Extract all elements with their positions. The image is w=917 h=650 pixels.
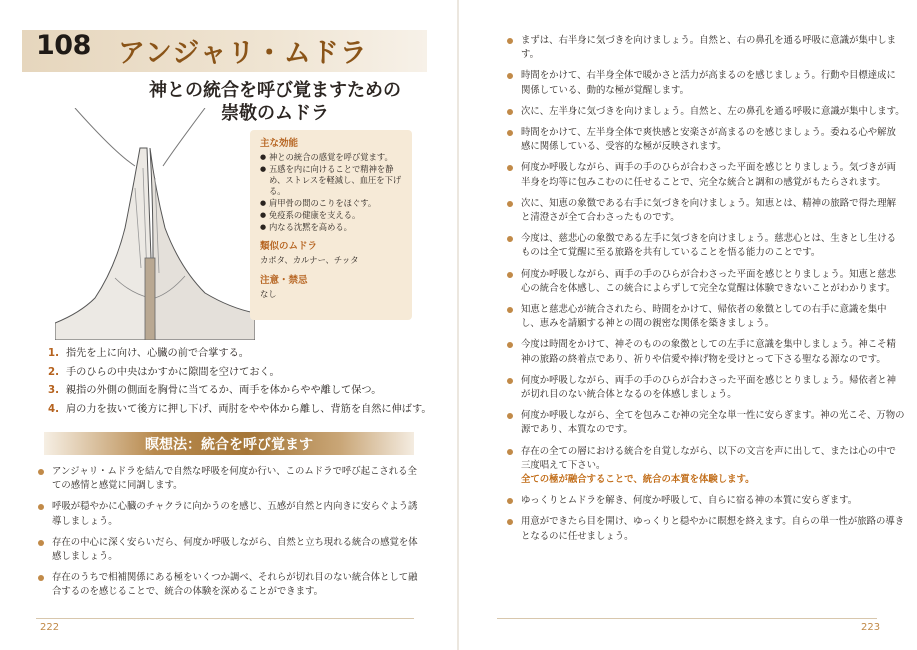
meditation-list-continued [505,34,905,551]
left-page [0,0,458,650]
benefits-box [250,130,412,320]
footer-rule [36,618,414,619]
list-item: 時間をかけて、右半身全体で暖かさと活力が高まるのを感じましょう。行動や目標達成に関係している、動的な極が覚醒します。 [505,69,905,97]
affirmation-instruction: 存在の全ての層における統合を自覚しながら、以下の文言を声に出して、または心の中で三度唱えて下さい。 [521,445,896,471]
caution-text: なし [260,289,277,299]
benefit-item: ● 免疫系の健康を支える。 [260,210,406,221]
benefit-item: ● 神との統合の感覚を呼び覚ます。 [260,152,406,163]
subtitle-line-1: 神との統合を呼び覚ますための [149,80,401,101]
benefits-heading: 主な効能 [260,138,299,149]
list-item: 何度か呼吸しながら、両手の手のひらが合わさった平面を感じとりましょう。気づきが両半身を均等に包みこむのに任せることで、完全な統合と調和の感覚がもたらされます。 [505,161,905,189]
benefit-item: ● 五感を内に向けることで精神を静め、ストレスを軽減し、血圧を下げる。 [260,164,406,197]
list-item: まずは、右半身に気づきを向けましょう。自然と、右の鼻孔を通る呼吸に意識が集中します。 [505,34,905,62]
caution-heading: 注意・禁忌 [260,275,308,286]
list-item: 時間をかけて、左半身全体で爽快感と安楽さが高まるのを感じましょう。委ねる心や解放感に関係している、受容的な極が反映されます。 [505,126,905,154]
step-number: 4. [48,403,59,415]
right-page [459,0,917,650]
step-row [48,364,448,383]
list-item: 存在のうちで相補関係にある極をいくつか調べ、それらが切れ目のない統合体として融合するのを感じることで、統合の体験を深めることができます。 [36,571,422,599]
benefit-item: ● 内なる沈黙を高める。 [260,222,406,233]
page-number-left: 222 [40,622,60,633]
list-item: 次に、左半身に気づきを向けましょう。自然と、左の鼻孔を通る呼吸に意識が集中します。 [505,105,905,119]
step-text: 肩の力を抜いて後方に押し下げ、両肘をやや体から離し、背筋を自然に伸ばす。 [66,403,432,415]
step-number: 3. [48,385,59,396]
step-row [48,382,448,401]
page-number-right: 223 [861,622,881,633]
list-item: 存在の中心に深く安らいだら、何度か呼吸しながら、自然と立ち現れる統合の感覚を体感しましょう。 [36,536,422,564]
list-item: 用意ができたら目を開け、ゆっくりと穏やかに瞑想を終えます。自らの単一性が旅路の導きとなるのに任せましょう。 [505,515,905,543]
meditation-list [36,465,422,607]
step-row [48,401,448,420]
list-item: 何度か呼吸しながら、両手の手のひらが合わさった平面を感じとりましょう。帰依者と神が切れ目のない統合体となるのを体感しましょう。 [505,374,905,402]
mudra-number: 108 [36,30,91,61]
list-item-affirmation [505,445,905,488]
benefit-item: ● 肩甲骨の間のこりをほぐす。 [260,198,406,209]
list-item: 呼吸が穏やかに心臓のチャクラに向かうのを感じ、五感が自然と内向きに安らぐよう誘導しましょう。 [36,500,422,528]
list-item: 何度か呼吸しながら、両手の手のひらが合わさった平面を感じとりましょう。知恵と慈悲心の統合を体感し、この統合によらずして完全な覚醒は体験できないことがわかります。 [505,268,905,296]
meditation-banner [44,432,414,455]
benefits-list [260,152,406,233]
step-text: 指先を上に向け、心臓の前で合掌する。 [66,348,249,359]
step-text: 手のひらの中央はかすかに隙間を空けておく。 [66,366,280,378]
list-item: ゆっくりとムドラを解き、何度か呼吸して、自らに宿る神の本質に安らぎます。 [505,494,905,508]
affirmation-highlight: 全ての極が融合することで、統合の本質を体験します。 [521,474,755,486]
list-item: 次に、知恵の象徴である右手に気づきを向けましょう。知恵とは、精神の旅路で得た理解と清澄さが全て合わさったものです。 [505,197,905,225]
subtitle-line-2: 崇敬のムドラ [221,103,329,124]
step-number: 2. [48,366,59,378]
similar-heading: 類似のムドラ [260,241,318,252]
meditation-title: 瞑想法：統合を呼び覚ます [145,437,313,453]
list-item: アンジャリ・ムドラを結んで自然な呼吸を何度か行い、このムドラで呼び起こされる全ての感情と感覚に同調します。 [36,465,422,493]
anjali-hands-illustration [55,108,255,340]
similar-text: カポタ、カルナー、チッタ [260,255,359,265]
list-item: 今度は時間をかけて、神そのものの象徴としての左手に意識を集中しましょう。神こそ精神の旅路の終着点であり、祈りや信愛や捧げ物を受けとって下さる聖なる源なのです。 [505,338,905,366]
mudra-title: アンジャリ・ムドラ [118,38,368,69]
step-row [48,345,448,364]
instruction-steps [48,345,448,419]
step-text: 親指の外側の側面を胸骨に当てるか、両手を体からやや離して保つ。 [66,385,382,396]
step-number: 1. [48,348,59,359]
list-item: 今度は、慈悲心の象徴である左手に気づきを向けましょう。慈悲心とは、生きとし生けるものは全て覚醒に至る旅路を共有していることを悟る能力のことです。 [505,232,905,260]
list-item: 何度か呼吸しながら、全てを包みこむ神の完全な単一性に安らぎます。神の光こそ、万物の源であり、本質なのです。 [505,409,905,437]
footer-rule [497,618,877,619]
list-item: 知恵と慈悲心が統合されたら、時間をかけて、帰依者の象徴としての右手に意識を集中し、恵みを請願する神との間の親密な関係を築きましょう。 [505,303,905,331]
